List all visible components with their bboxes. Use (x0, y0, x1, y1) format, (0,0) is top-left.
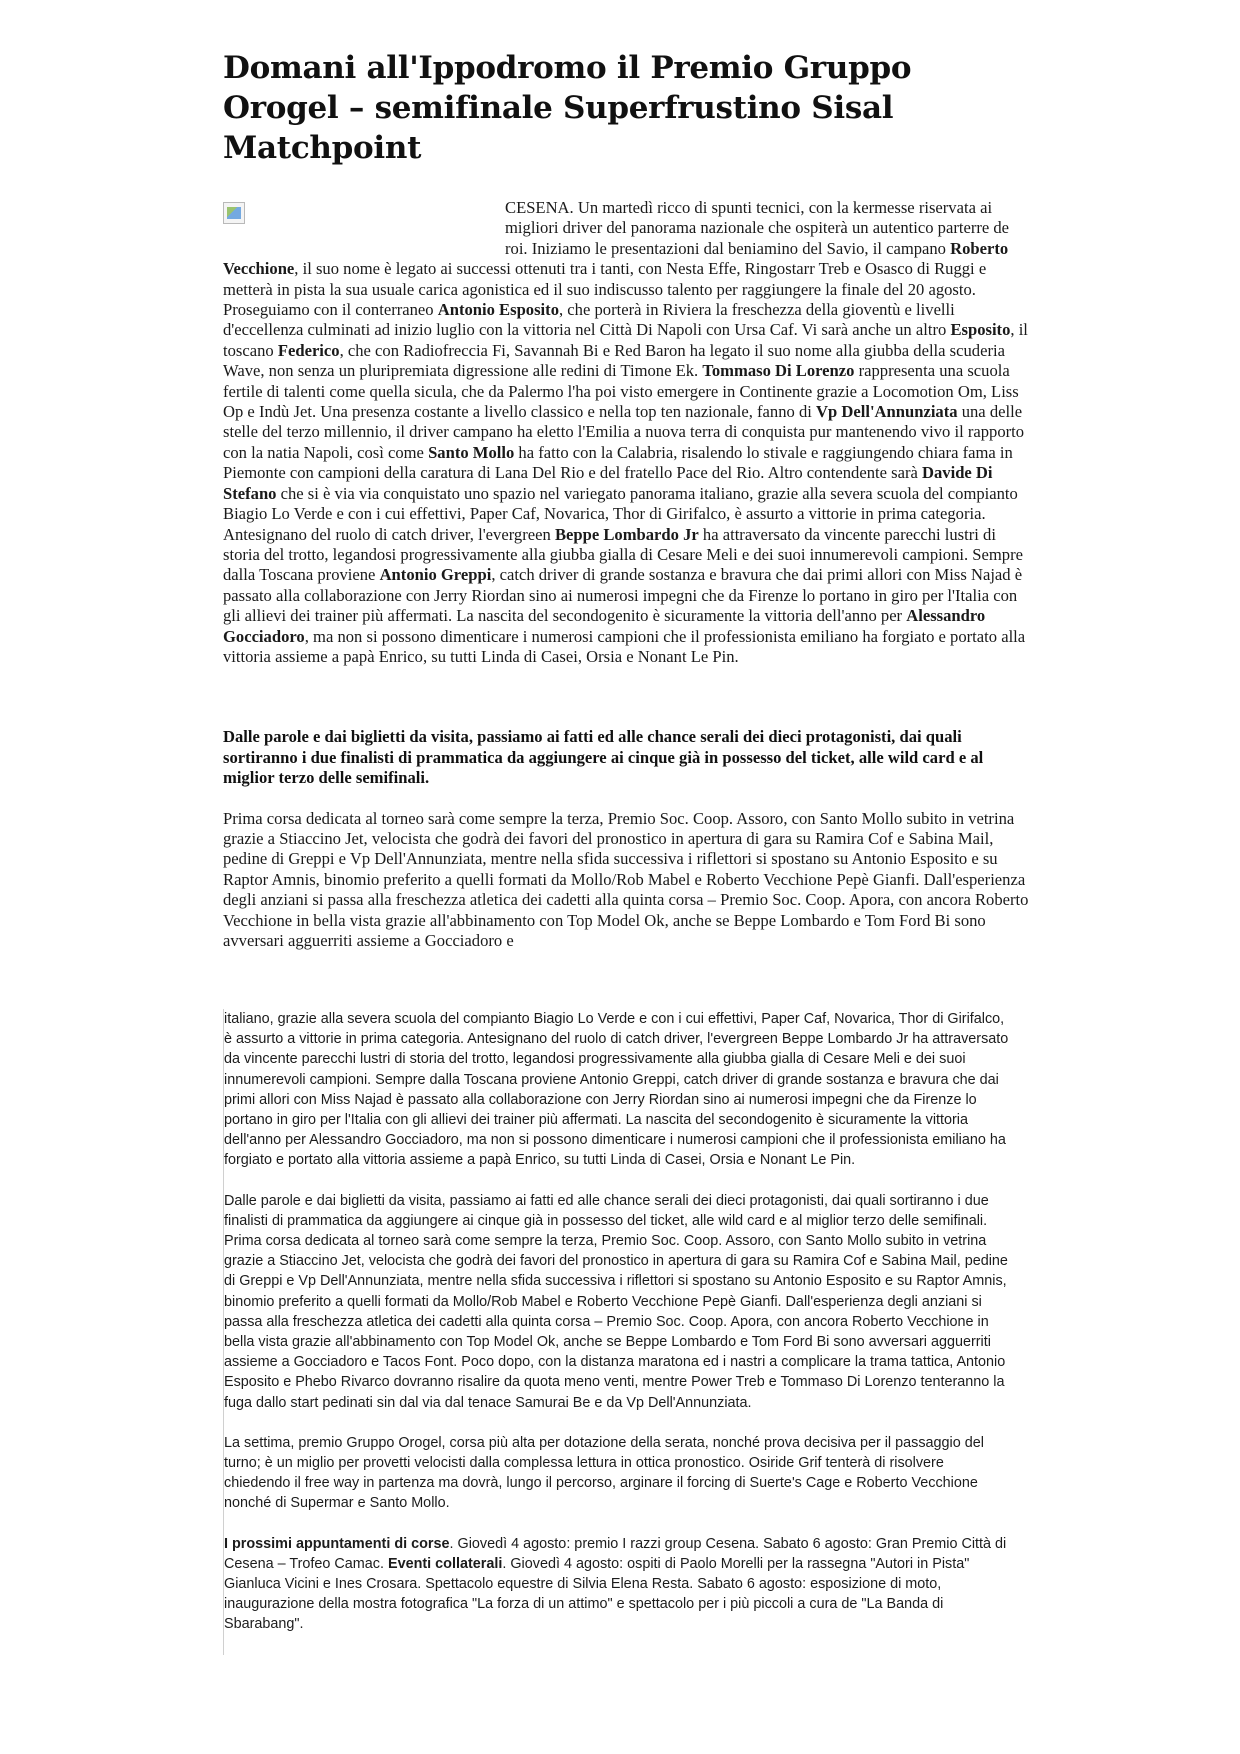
scan-paragraph-3: La settima, premio Gruppo Orogel, corsa più alta per dotazione della serata, nonché prova decisiva per il passaggio del turno; è un miglio per provetti velocisti dalla complessa lettura in ottica pronostico. Osiride Grif tenterà di risolvere chiedendo il free way in partenza ma dovrà, lungo il percorso, arginare il forcing di Suerte's Cage e Roberto Vecchione nonché di Supermar e Santo Mollo. (224, 1434, 984, 1512)
driver-name: Davide Di Stefano (223, 463, 993, 503)
image-placeholder-area (245, 198, 505, 258)
driver-name: Tommaso Di Lorenzo (702, 361, 855, 381)
scan-paragraph-1: italiano, grazie alla severa scuola del compianto Biagio Lo Verde e con i cui effettivi, Paper Caf, Novarica, Thor di Girifalco, è assurto a vittorie in prima categoria. Antesignano del ruolo di catch driver, l'evergreen Beppe Lombardo Jr ha attraversato da vincente parecchi lustri di storia del trotto, legandosi progressivamente alla giubba gialla di Cesare Meli e dei suoi innumerevoli campioni. Sempre dalla Toscana proviene Antonio Greppi, catch driver di grande sostanza e bravura che dai primi allori con Miss Najad è passato alla collaborazione con Jerry Riordan sino ai numerosi impegni che da Firenze lo portano in giro per l'Italia con gli allievi dei trainer più affermati. La nascita del secondogenito è sicuramente la vittoria dell'anno per Alessandro Gocciadoro, ma non si possono dimenticare i numerosi campioni che il professionista emiliano ha forgiato e portato alla vittoria assieme a papà Enrico, su tutti Linda di Casei, Orsia e Nonant Le Pin. (224, 1011, 1009, 1169)
broken-image-icon (223, 202, 245, 224)
driver-name: Antonio Esposito (437, 300, 559, 320)
spacer (223, 667, 1033, 727)
article (223, 48, 1033, 951)
driver-name: Alessandro Gocciadoro (223, 606, 986, 646)
side-events-heading: Eventi collaterali (387, 1555, 503, 1572)
article-body-top (223, 198, 1033, 951)
scanned-continuation (223, 1009, 1014, 1655)
driver-name: Antonio Greppi (379, 565, 492, 585)
driver-name: Esposito (950, 320, 1011, 340)
race-paragraph: Prima corsa dedicata al torneo sarà come sempre la terza, Premio Soc. Coop. Assoro, con Santo Mollo subito in vetrina grazie a Stiaccino Jet, velocista che godrà dei favori del pronostico in apertura di gara su Ramira Cof e Sabina Mail, pedine di Greppi e Vp Dell'Annunziata, mentre nella sfida successiva i riflettori si spostano su Antonio Esposito e su Raptor Amnis, binomio preferito a quelli formati da Mollo/Rob Mabel e Roberto Vecchione Pepè Gianfi. Dall'esperienza degli anziani si passa alla freschezza atletica dei cadetti alla quinta corsa – Premio Soc. Coop. Apora, con ancora Roberto Vecchione in bella vista grazie all'abbinamento con Top Model Ok, anche se Beppe Lombardo e Tom Ford Bi sono avversari agguerriti assieme a Gocciadoro e (223, 808, 1029, 950)
driver-name: Federico (277, 340, 340, 360)
driver-name: Roberto Vecchione (223, 238, 1009, 279)
driver-name: Santo Mollo (428, 442, 515, 462)
scan-paragraph-2: Dalle parole e dai biglietti da visita, passiamo ai fatti ed alle chance serali dei dieci protagonisti, dai quali sortiranno i due finalisti di prammatica da aggiungere ai cinque già in possesso del ticket, alle wild card e al miglior terzo delle semifinali. Prima corsa dedicata al torneo sarà come sempre la terza, Premio Soc. Coop. Assoro, con Santo Mollo subito in vetrina grazie a Stiaccino Jet, velocista che godrà dei favori del pronostico in apertura di gara su Ramira Cof e Sabina Mail, pedine di Greppi e Vp Dell'Annunziata, mentre nella sfida successiva i riflettori si spostano su Antonio Esposito e su Raptor Amnis, binomio preferito a quelli formati da Mollo/Rob Mabel e Roberto Vecchione Pepè Gianfi. Dall'esperienza degli anziani si passa alla freschezza atletica dei cadetti alla quinta corsa – Premio Soc. Coop. Apora, con ancora Roberto Vecchione in bella vista grazie all'abbinamento con Top Model Ok, anche se Beppe Lombardo e Tom Ford Bi sono avversari agguerriti assieme a Gocciadoro e Tacos Font. Poco dopo, con la distanza maratona ed i nastri a complicare la trama tattica, Antonio Esposito e Phebo Rivarco dovranno risalire da quota meno venti, mentre Power Treb e Tommaso Di Lorenzo tenteranno la fuga dallo start pedinati sin dal via dal tenace Samurai Be e da Vp Dell'Annunziata. (224, 1192, 1008, 1411)
article-title: Domani all'Ippodromo il Premio Gruppo Orogel – semifinale Superfrustino Sisal Matchpoint (223, 50, 912, 166)
bold-summary-paragraph: Dalle parole e dai biglietti da visita, passiamo ai fatti ed alle chance serali dei dieci protagonisti, dai quali sortiranno i due finalisti di prammatica da aggiungere ai cinque già in possesso del ticket, alle wild card e al miglior terzo delle semifinali. (223, 727, 984, 788)
upcoming-races-heading: I prossimi appuntamenti di corse (224, 1535, 450, 1552)
driver-name: Vp Dell'Annunziata (816, 402, 958, 422)
driver-name: Beppe Lombardo Jr (554, 524, 699, 544)
scan-paragraph-4: I prossimi appuntamenti di corse. Giovedì 4 agosto: premio I razzi group Cesena. Sabato 6 agosto: Gran Premio Città di Cesena – Trofeo Camac. Eventi collaterali. Giovedì 4 agosto: ospiti di Paolo Morelli per la rassegna "Autori in Pista" Gianluca Vicini e Ines Crosara. Spettacolo equestre di Silvia Elena Resta. Sabato 6 agosto: esposizione di moto, inaugurazione della mostra fotografica "La forza di un attimo" e spettacolo per i più piccoli a cura de "La Banda di Sbarabang". (224, 1535, 1007, 1633)
intro-paragraph: CESENA. Un martedì ricco di spunti tecnici, con la kermesse riservata ai migliori driver del panorama nazionale che ospiterà un autentico parterre de roi. Iniziamo le presentazioni dal beniamino del Savio, il campano Roberto Vecchione, il suo nome è legato ai successi ottenuti tra i tanti, con Nesta Effe, Ringostarr Treb e Osasco di Ruggi e metterà in pista la sua usuale carica agonistica ed il suo indiscusso talento per raggiungere la finale del 20 agosto. Proseguiamo con il conterraneo Antonio Esposito, che porterà in Riviera la freschezza della gioventù e livelli d'eccellenza culminati ad inizio luglio con la vittoria nel Città Di Napoli con Ursa Caf. Vi sarà anche un altro Esposito, il toscano Federico, che con Radiofreccia Fi, Savannah Bi e Red Baron ha legato il suo nome alla giubba della scuderia Wave, non senza un pluripremiata digressione alle redini di Timone Ek. Tommaso Di Lorenzo rappresenta una scuola fertile di talenti come quella sicula, che da Palermo l'ha poi visto emergere in Continente grazie a Locomotion Om, Liss Op e Indù Jet. Una presenza costante a livello classico e nella top ten nazionale, fanno di Vp Dell'Annunziata una delle stelle del terzo millennio, il driver campano ha eletto l'Emilia a nuova terra di conquista pur mantenendo vivo il rapporto con la natia Napoli, così come Santo Mollo ha fatto con la Calabria, risalendo lo stivale e raggiungendo chiara fama in Piemonte con campioni della caratura di Lana Del Rio e del fratello Pace del Rio. Altro contendente sarà Davide Di Stefano che si è via via conquistato uno spazio nel variegato panorama italiano, grazie alla severa scuola del compianto Biagio Lo Verde e con i cui effettivi, Paper Caf, Novarica, Thor di Girifalco, è assurto a vittorie in prima categoria. Antesignano del ruolo di catch driver, l'evergreen Beppe Lombardo Jr ha attraversato da vincente parecchi lustri di storia del trotto, legandosi progressivamente alla giubba gialla di Cesare Meli e dei suoi innumerevoli campioni. Sempre dalla Toscana proviene Antonio Greppi, catch driver di grande sostanza e bravura che dai primi allori con Miss Najad è passato alla collaborazione con Jerry Riordan sino ai numerosi impegni che da Firenze lo portano in giro per l'Italia con gli allievi dei trainer più affermati. La nascita del secondogenito è sicuramente la vittoria dell'anno per Alessandro Gocciadoro, ma non si possono dimenticare i numerosi campioni che il professionista emiliano ha forgiato e portato alla vittoria assieme a papà Enrico, su tutti Linda di Casei, Orsia e Nonant Le Pin. (223, 198, 1028, 666)
